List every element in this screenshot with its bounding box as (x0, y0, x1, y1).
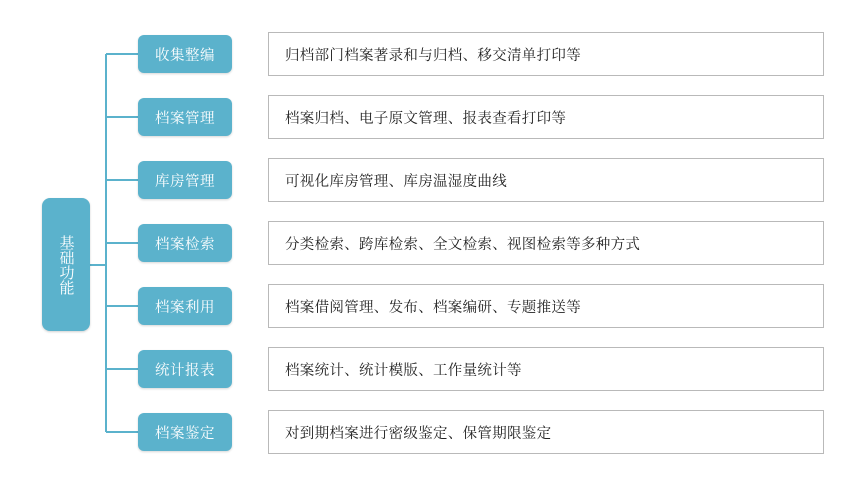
branch-description-label-6: 档案统计、统计模版、工作量统计等 (285, 362, 522, 379)
branch-description-label-2: 档案归档、电子原文管理、报表查看打印等 (285, 110, 567, 127)
branch-chip-2[interactable] (138, 98, 232, 136)
branch-description-box-4 (268, 221, 824, 265)
branch-chip-label-7: 档案鉴定 (155, 425, 215, 442)
branch-chip-1[interactable] (138, 35, 232, 73)
branch-description-label-3: 可视化库房管理、库房温湿度曲线 (285, 173, 507, 190)
branch-chip-label-1: 收集整编 (155, 47, 215, 64)
branch-description-box-3 (268, 158, 824, 202)
branch-description-box-2 (268, 95, 824, 139)
branch-description-box-5 (268, 284, 824, 328)
branch-description-box-6 (268, 347, 824, 391)
branch-chip-4[interactable] (138, 224, 232, 262)
root-node-label: 基础功能 (57, 234, 75, 295)
branch-description-box-1 (268, 32, 824, 76)
root-node[interactable] (42, 198, 90, 331)
branch-description-label-4: 分类检索、跨库检索、全文检索、视图检索等多种方式 (285, 236, 641, 253)
branch-chip-label-5: 档案利用 (155, 299, 215, 316)
branch-chip-label-6: 统计报表 (155, 362, 215, 379)
branch-chip-label-2: 档案管理 (155, 110, 215, 127)
branch-description-label-7: 对到期档案进行密级鉴定、保管期限鉴定 (285, 425, 552, 442)
branch-chip-6[interactable] (138, 350, 232, 388)
branch-chip-label-3: 库房管理 (155, 173, 215, 190)
branch-chip-7[interactable] (138, 413, 232, 451)
branch-chip-label-4: 档案检索 (155, 236, 215, 253)
branch-chip-3[interactable] (138, 161, 232, 199)
branch-description-label-1: 归档部门档案著录和与归档、移交清单打印等 (285, 47, 581, 64)
branch-description-box-7 (268, 410, 824, 454)
branch-chip-5[interactable] (138, 287, 232, 325)
branch-description-label-5: 档案借阅管理、发布、档案编研、专题推送等 (285, 299, 581, 316)
